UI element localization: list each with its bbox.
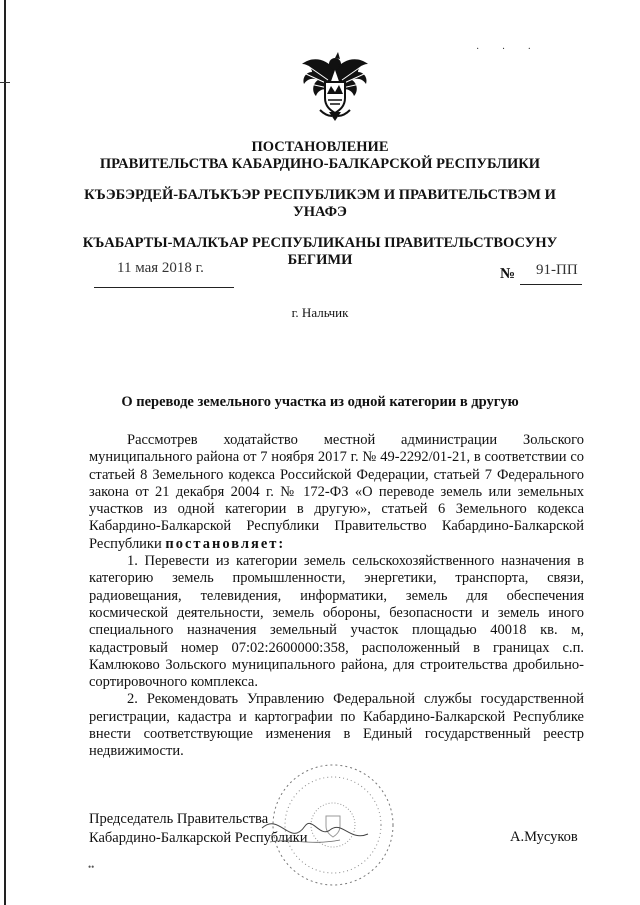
date-underline <box>94 287 234 288</box>
header-line: ПРАВИТЕЛЬСТВА КАБАРДИНО-БАЛКАРСКОЙ РЕСПУБЛИКИ <box>99 156 541 172</box>
paragraph-text: Рассмотрев ходатайство местной администрации Зольского муниципального района от 7 ноября 2017 г. № 49-2292/01-21, в соответствии со статьей 8 Земельного кодекса Российской Федерации, статьей 7 Федерального закона от 21 декабря 2004 г. № 172-ФЗ «О переводе земель или земельных участков из одной категории в другую», статьей 6 Земельного кодекса Кабардино-Балкарской Республики Правительство Кабардино-Балкарской Республики <box>89 432 584 552</box>
scan-speck: •• <box>88 862 95 872</box>
signatory-name: А.Мусуков <box>510 829 578 845</box>
position-line: Председатель Правительства <box>89 811 269 827</box>
header-block-kbd <box>0 187 640 221</box>
header-line: УНАФЭ <box>293 204 347 220</box>
header-line: ПОСТАНОВЛЕНИЕ <box>251 139 389 155</box>
header-block-ru <box>0 139 640 173</box>
document-city: г. Нальчик <box>291 305 349 320</box>
decree-keyword: постановляет: <box>165 535 286 552</box>
position-line: Кабардино-Балкарской Республики <box>89 830 308 846</box>
header-line: КЪАБАРТЫ-МАЛКЪАР РЕСПУБЛИКАНЫ ПРАВИТЕЛЬСТВОСУНУ <box>82 235 558 251</box>
body-paragraph: 1. Перевести из категории земель сельскохозяйственного назначения в категорию земель промышленности, энергетики, транспорта, связи, радиовещания, телевидения, информатики, земель для обеспечения космической деятельности, земель обороны, безопасности и земель иного специального назначения земельный участок площадью 40018 кв. м, кадастровый номер 07:02:2600000:358, расположенный в границах с.п. Камлюково Зольского муниципального района, для строительства дробильно-сортировочного комплекса. <box>89 553 584 691</box>
document-title: О переводе земельного участка из одной категории в другую <box>121 394 519 410</box>
handwritten-signature <box>250 808 390 868</box>
header-line: КЪЭБЭРДЕЙ-БАЛЪКЪЭР РЕСПУБЛИКЭМ И ПРАВИТЕЛЬСТВЭМ И <box>84 187 556 203</box>
number-sign: № <box>500 266 516 282</box>
header-line: БЕГИМИ <box>287 252 353 268</box>
document-body <box>89 432 584 761</box>
number-underline <box>520 284 582 285</box>
body-paragraph <box>89 432 584 553</box>
body-paragraph: 2. Рекомендовать Управлению Федеральной службы государственной регистрации, кадастра и картографии по Кабардино-Балкарской Республике внести соответствующие изменения в Единый государственный реестр недвижимости. <box>89 691 584 760</box>
document-number: 91-ПП <box>536 262 578 278</box>
coat-of-arms-icon <box>298 50 372 122</box>
document-date: 11 мая 2018 г. <box>117 260 204 276</box>
scan-margin-tick <box>0 82 10 83</box>
scan-specks: · · · <box>476 44 541 55</box>
scan-margin-line <box>4 0 6 905</box>
